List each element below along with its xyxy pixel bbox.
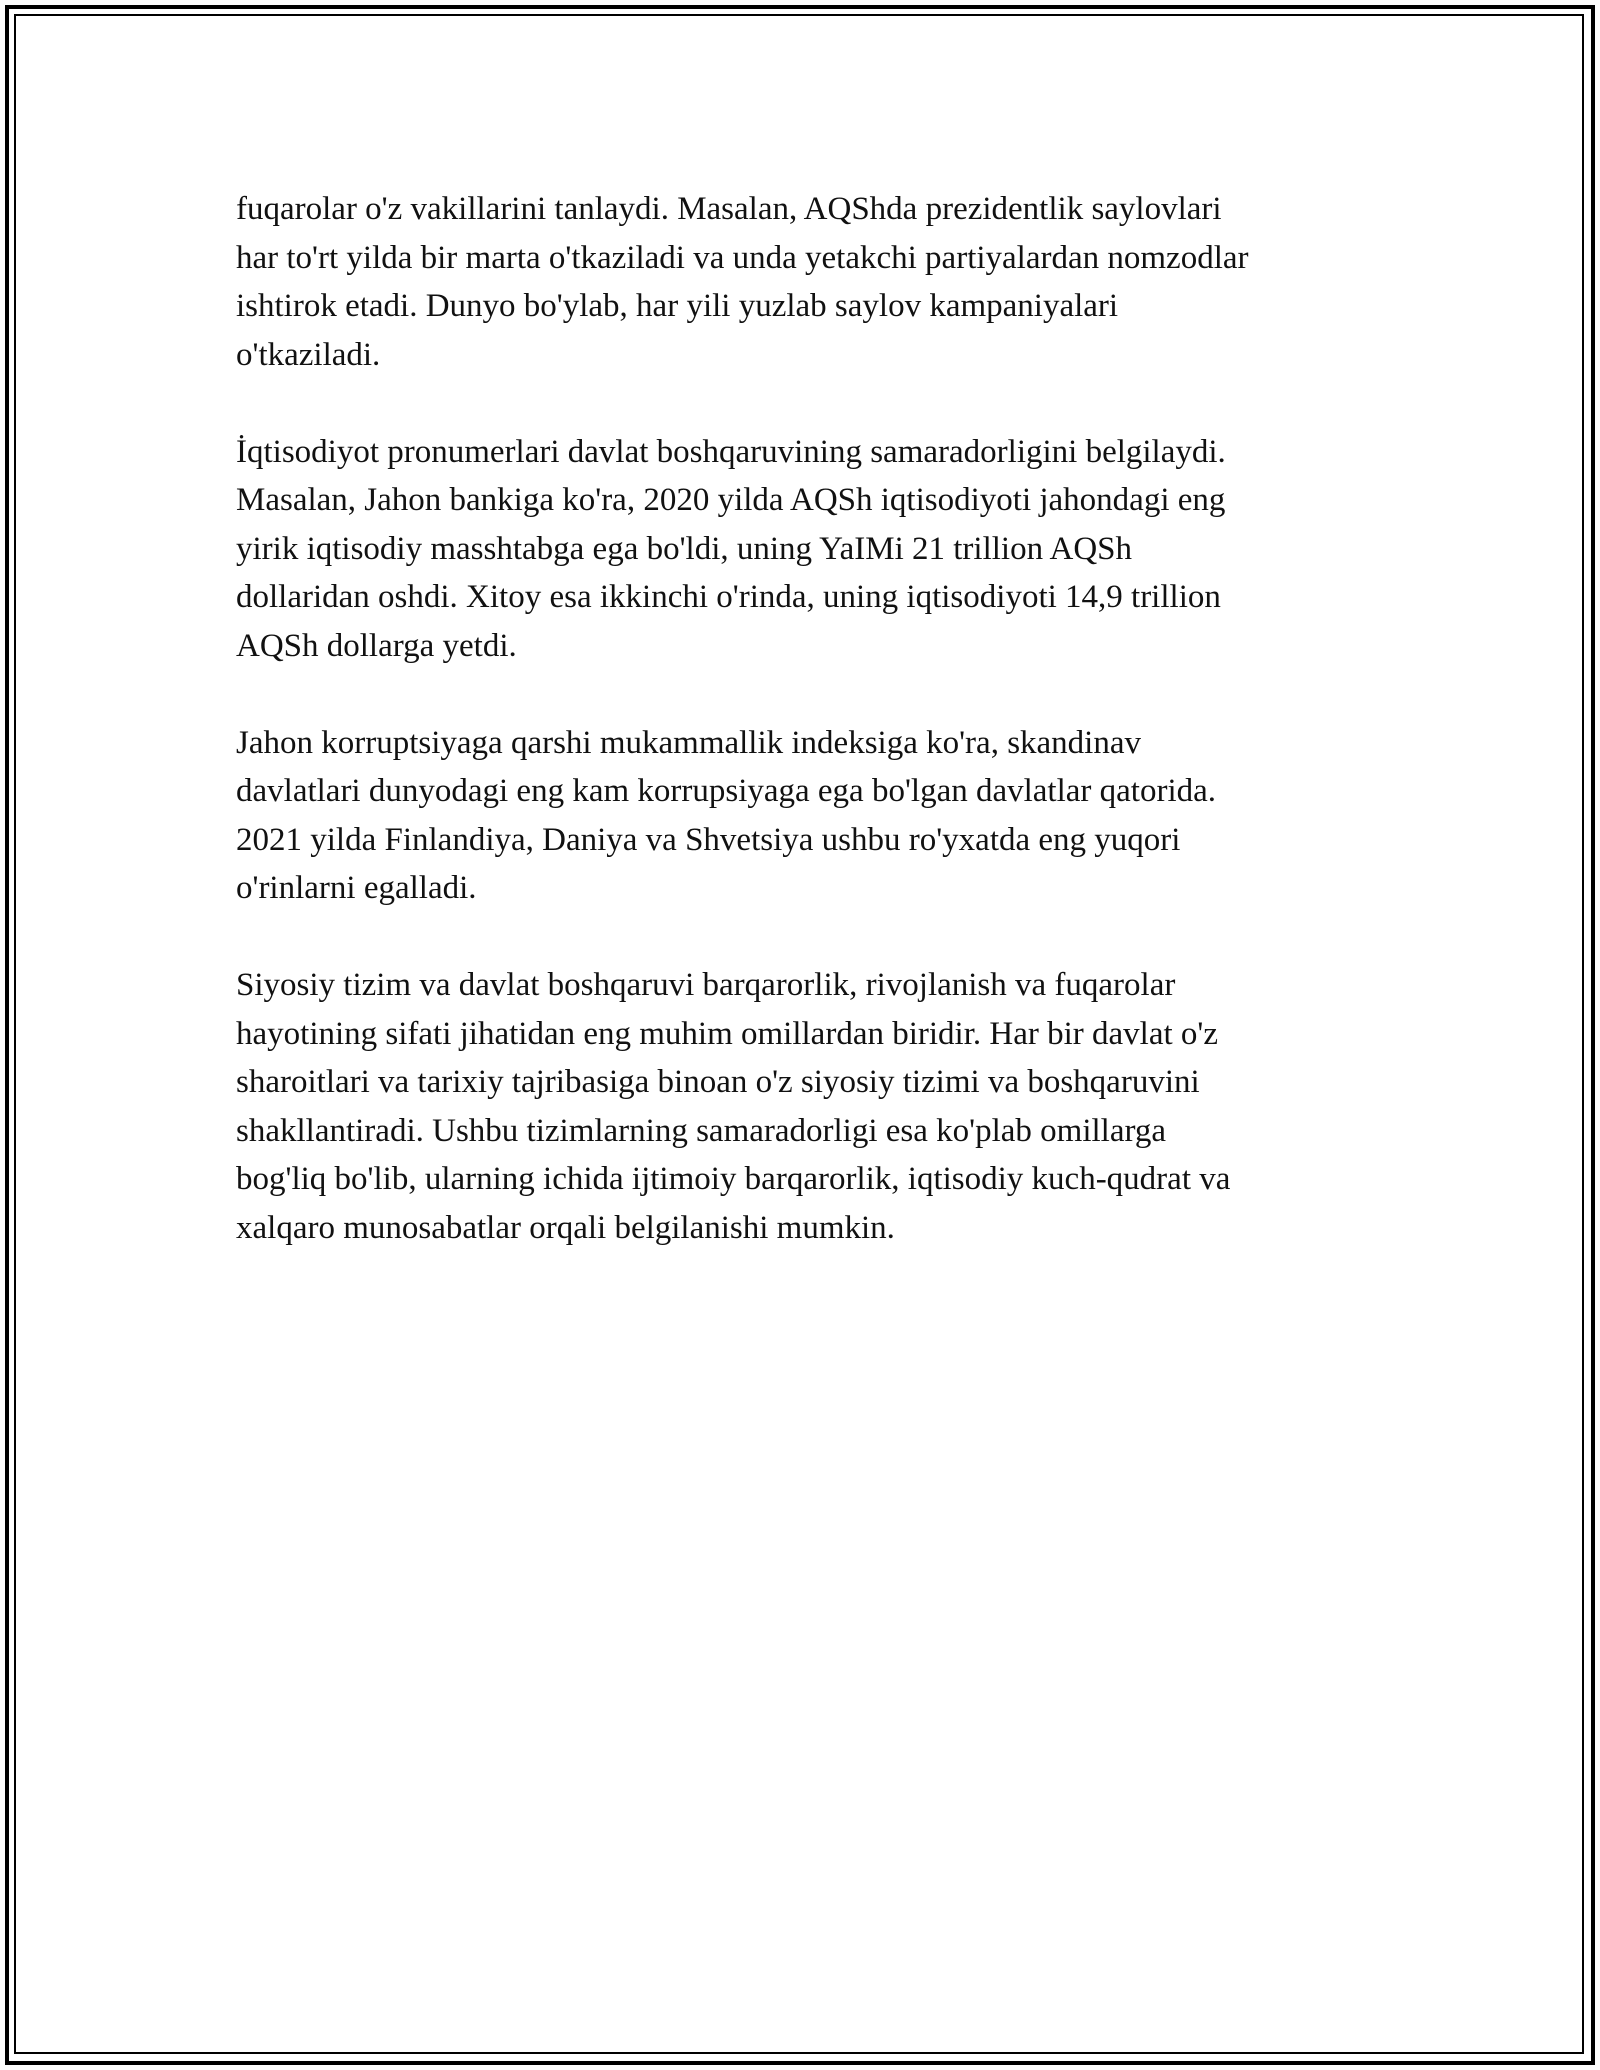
- paragraph-economy: İqtisodiyot pronumerlari davlat boshqaruvining samaradorligini belgilaydi. Masalan, Jahon bankiga ko'ra, 2020 yilda AQSh iqtisodiyoti jahondagi eng yirik iqtisodiy masshtabga ega bo'ldi, uning YaIMi 21 trillion AQSh dollaridan oshdi. Xitoy esa ikkinchi o'rinda, uning iqtisodiyoti 14,9 trillion AQSh dollarga yetdi.: [236, 433, 1226, 664]
- document-body: [236, 185, 1386, 1301]
- paragraph-conclusion: Siyosiy tizim va davlat boshqaruvi barqarorlik, rivojlanish va fuqarolar hayotining sifati jihatidan eng muhim omillardan biridir. Har bir davlat o'z sharoitlari va tarixiy tajribasiga binoan o'z siyosiy tizimi va boshqaruvini shakllantiradi. Ushbu tizimlarning samaradorligi esa ko'plab omillarga bog'liq bo'lib, ularning ichida ijtimoiy barqarorlik, iqtisodiy kuch-qudrat va xalqaro munosabatlar orqali belgilanishi mumkin.: [236, 967, 1231, 1246]
- paragraph-corruption-index: Jahon korruptsiyaga qarshi mukammallik indeksiga ko'ra, skandinav davlatlari dunyodagi eng kam korrupsiyaga ega bo'lgan davlatlar qatorida. 2021 yilda Finlandiya, Daniya va Shvetsiya ushbu ro'yxatda eng yuqori o'rinlarni egalladi.: [236, 724, 1217, 906]
- paragraph-elections: fuqarolar o'z vakillarini tanlaydi. Masalan, AQShda prezidentlik saylovlari har to'rt yilda bir marta o'tkaziladi va unda yetakchi partiyalardan nomzodlar ishtirok etadi. Dunyo bo'ylab, har yili yuzlab saylov kampaniyalari o'tkaziladi.: [236, 191, 1249, 373]
